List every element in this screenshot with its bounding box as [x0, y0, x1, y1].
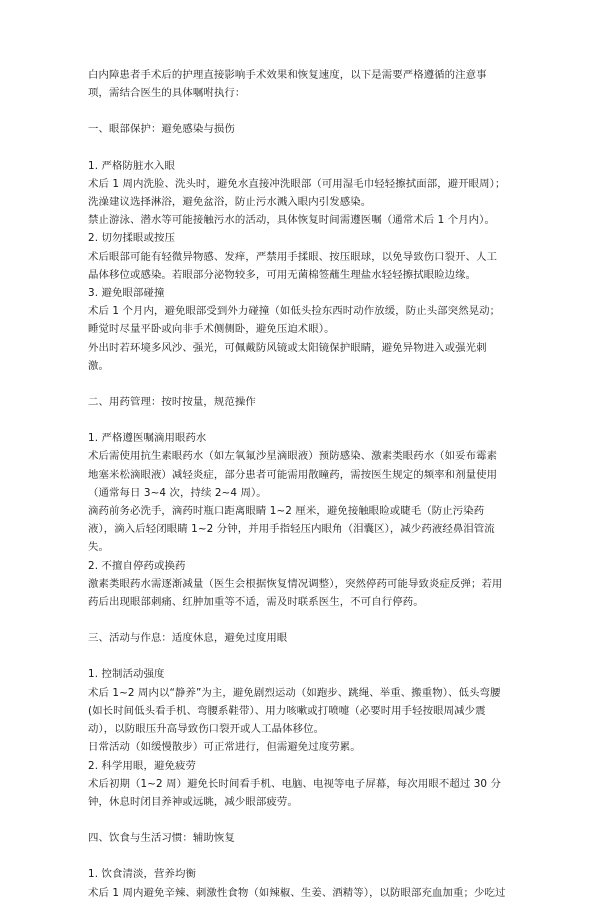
item-paragraph: 术后 1 周内洗脸、洗头时，避免水直接冲洗眼部（可用湿毛巾轻轻擦拭面部，避开眼周）；洗澡建议选择淋浴，避免盆浴，防止污水溅入眼内引发感染。: [88, 177, 506, 209]
section-title-diet-habits: 四、饮食与生活习惯：辅助恢复: [88, 832, 235, 845]
item-paragraph: 滴药前务必洗手，滴药时瓶口距离眼睛 1~2 厘米，避免接触眼睑或睫毛（防止污染药液），滴入后轻闭眼睛 1~2 分钟，并用手指轻压内眼角（泪囊区），减少药液经鼻泪管流失。: [88, 505, 495, 554]
section-title-activity-rest: 三、活动与作息：适度休息，避免过度用眼: [88, 632, 288, 645]
item-paragraph: 外出时若环境多风沙、强光，可佩戴防风镜或太阳镜保护眼睛，避免异物进入或强光刺激。: [88, 341, 487, 372]
item-paragraph: 禁止游泳、潜水等可能接触污水的活动，具体恢复时间需遵医嘱（通常术后 1 个月内）。: [88, 214, 495, 227]
section-title-eye-protection: 一、眼部保护：避免感染与损伤: [88, 123, 235, 136]
section-title-medication: 二、用药管理：按时按量，规范操作: [88, 396, 256, 409]
section-spacer: [88, 375, 507, 393]
item-paragraph: 日常活动（如缓慢散步）可正常进行，但需避免过度劳累。: [88, 741, 361, 754]
item-paragraph: 术后 1 个月内，避免眼部受到外力碰撞（如低头捡东西时动作放缓，防止头部突然晃动；睡觉时尽量平卧或向非手术侧侧卧，避免压迫术眼）。: [88, 305, 501, 336]
item-paragraph: 术后需使用抗生素眼药水（如左氧氟沙星滴眼液）预防感染、激素类眼药水（如妥布霉素地塞米松滴眼液）减轻炎症，部分患者可能需用散瞳药，需按医生规定的频率和剂量使用（通常每日 3~4 次，持续 2~4 周）。: [88, 450, 498, 499]
item-paragraph: 术后初期（1~2 周）避免长时间看手机、电脑、电视等电子屏幕，每次用眼不超过 30 分钟，休息时闭目养神或远眺，减少眼部疲劳。: [88, 777, 502, 808]
intro-paragraph: 白内障患者手术后的护理直接影响手术效果和恢复速度，以下是需要严格遵循的注意事项，需结合医生的具体嘱咐执行：: [88, 69, 487, 100]
item-heading: 2. 不擅自停药或换药: [88, 559, 186, 572]
item-paragraph: 术后眼部可能有轻微异物感、发痒，严禁用手揉眼、按压眼球，以免导致伤口裂开、人工晶体移位或感染。若眼部分泌物较多，可用无菌棉签蘸生理盐水轻轻擦拭眼睑边缘。: [88, 250, 498, 281]
item-heading: 1. 严格防脏水入眼: [88, 159, 175, 172]
item-heading: 2. 科学用眼，避免疲劳: [88, 759, 196, 772]
item-paragraph: 术后 1~2 周内以“静养”为主，避免剧烈运动（如跑步、跳绳、举重、搬重物）、低头弯腰(如长时间低头看手机、弯腰系鞋带）、用力咳嗽或打喷嚏（必要时用手轻按眼周减少震动），以防眼压升高导致伤口裂开或人工晶体移位。: [88, 686, 501, 736]
section-spacer: [88, 811, 507, 829]
item-heading: 2. 切勿揉眼或按压: [88, 232, 175, 245]
section-spacer: [88, 611, 507, 629]
item-heading: 1. 控制活动强度: [88, 668, 165, 681]
item-paragraph: 激素类眼药水需逐渐减量（医生会根据恢复情况调整），突然停药可能导致炎症反弹；若用药后出现眼部刺痛、红肿加重等不适，需及时联系医生，不可自行停药。: [88, 577, 503, 609]
item-heading: 1. 饮食清淡，营养均衡: [88, 868, 196, 881]
item-paragraph: 术后 1 周内避免辛辣、刺激性食物（如辣椒、生姜、酒精等），以防眼部充血加重；少吃过: [88, 886, 506, 899]
item-heading: 1. 严格遵医嘱滴用眼药水: [88, 432, 207, 445]
item-heading: 3. 避免眼部碰撞: [88, 287, 165, 300]
